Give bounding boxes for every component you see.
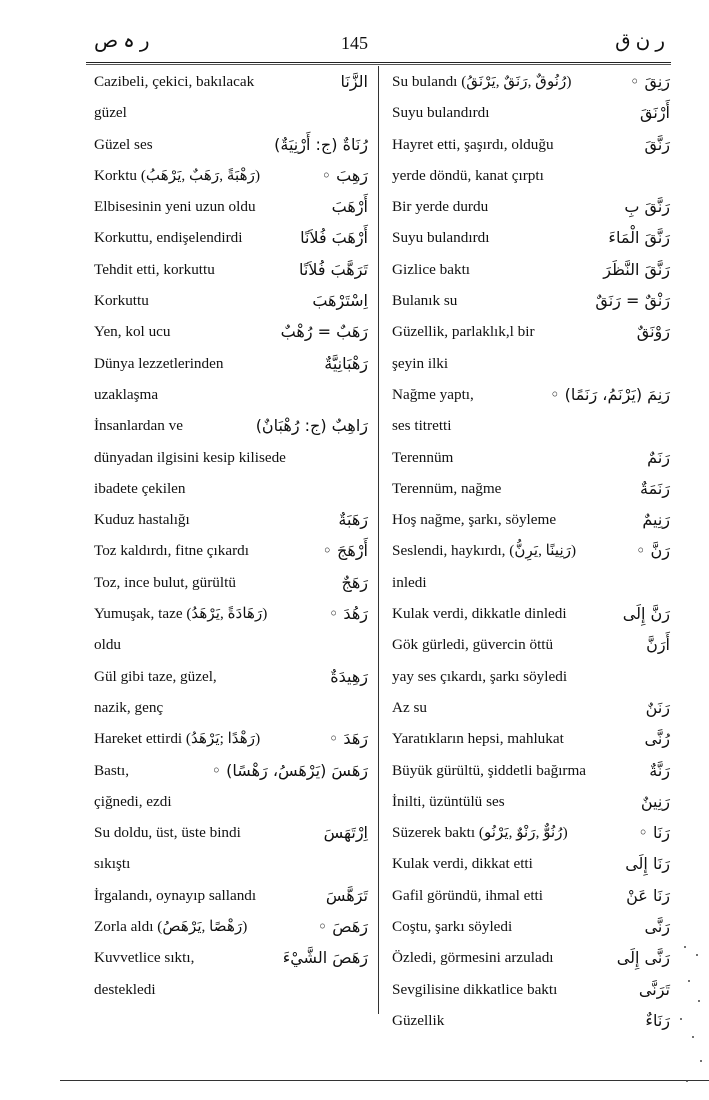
column-divider bbox=[378, 66, 379, 1014]
dictionary-line bbox=[392, 129, 670, 160]
turkish-definition: Yen, kol ucu bbox=[94, 323, 171, 341]
turkish-definition: Güzellik bbox=[392, 1011, 445, 1029]
dictionary-line bbox=[94, 504, 368, 535]
dictionary-line bbox=[94, 786, 368, 817]
arabic-headword: رَهَسَ (يَرْهَسُ، رَهْسًا) ◦ bbox=[211, 760, 368, 780]
page-number: 145 bbox=[341, 33, 368, 53]
turkish-definition: Kuduz hastalığı bbox=[94, 511, 190, 529]
dictionary-line bbox=[392, 786, 670, 817]
dictionary-line bbox=[392, 692, 670, 723]
arabic-headword: رُنَاةٌ (ج: أَرْنِيَةٌ) bbox=[274, 134, 368, 154]
arabic-headword: رَهَدَ ◦ bbox=[328, 729, 368, 749]
arabic-headword: رَنَّقَ bbox=[644, 134, 670, 154]
arabic-headword: تَرَهَّبَ فُلاَنًا bbox=[298, 259, 368, 279]
scan-dot bbox=[692, 1036, 694, 1038]
turkish-definition: Elbisesinin yeni uzun oldu bbox=[94, 198, 256, 216]
dictionary-line bbox=[94, 974, 368, 1005]
turkish-definition: Hayret etti, şaşırdı, olduğu bbox=[392, 135, 554, 153]
dictionary-line bbox=[94, 191, 368, 222]
turkish-definition: Tehdit etti, korkuttu bbox=[94, 260, 215, 278]
arabic-headword: أَرْنَقَ bbox=[640, 103, 670, 123]
dictionary-line bbox=[392, 535, 670, 566]
arabic-headword: اِسْتَرْهَبَ bbox=[312, 291, 368, 311]
dictionary-line bbox=[392, 598, 670, 629]
arabic-headword: رَنِيمٌ bbox=[642, 510, 670, 530]
scan-dot bbox=[680, 1018, 682, 1020]
turkish-definition: Su bulandı (رُنُوقٌ ,رَنَقٌ ,يَرْنَقُ) bbox=[392, 73, 572, 90]
dictionary-line bbox=[392, 661, 670, 692]
arabic-headword: رَنْقٌ = رَنَقٌ bbox=[595, 291, 670, 311]
turkish-definition: çiğnedi, ezdi bbox=[94, 792, 172, 810]
arabic-headword: رَنَّقَ الْمَاءَ bbox=[608, 228, 670, 248]
dictionary-line bbox=[94, 97, 368, 128]
dictionary-line bbox=[392, 911, 670, 942]
turkish-definition: Güzellik, parlaklık,l bir bbox=[392, 323, 535, 341]
dictionary-line bbox=[392, 191, 670, 222]
turkish-definition: Az su bbox=[392, 698, 428, 716]
arabic-headword: رَهَبٌ = رُهْبٌ bbox=[280, 322, 368, 342]
turkish-definition: sıkıştı bbox=[94, 855, 131, 873]
dictionary-line bbox=[94, 848, 368, 879]
arabic-headword: رَنَنٌ bbox=[645, 697, 670, 717]
turkish-definition: İrgalandı, oynayıp sallandı bbox=[94, 886, 257, 904]
turkish-definition: Terennüm, nağme bbox=[392, 479, 502, 497]
arabic-headword: أَرْهَبَ فُلاَنًا bbox=[300, 228, 368, 248]
arabic-headword: رَوْنَقٌ bbox=[636, 322, 670, 342]
turkish-definition: Gafil göründü, ihmal etti bbox=[392, 886, 543, 904]
arabic-headword: اِرْتَهَسَ bbox=[323, 823, 368, 843]
turkish-definition: Yaratıkların hepsi, mahlukat bbox=[392, 730, 564, 748]
turkish-definition: Süzerek baktı (رُنُوٌّ ,رَنْوٌ ,يَرْنُو) bbox=[392, 824, 568, 842]
arabic-headword: رَنَّقَ بِ bbox=[624, 197, 670, 217]
dictionary-line bbox=[392, 160, 670, 191]
dictionary-line bbox=[392, 222, 670, 253]
turkish-definition: Seslendi, haykırdı, (رَنِينًا ,يَرِنُّ) bbox=[392, 542, 577, 560]
dictionary-line bbox=[392, 285, 670, 316]
arabic-headword: رُنَّى bbox=[644, 729, 670, 749]
dictionary-line bbox=[392, 942, 670, 973]
turkish-definition: Yumuşak, taze (رَهَادَةً ,يَرْهَدُ) bbox=[94, 605, 268, 623]
dictionary-line bbox=[94, 66, 368, 97]
dictionary-line bbox=[392, 348, 670, 379]
arabic-headword: رَنِقَ ◦ bbox=[629, 72, 670, 91]
turkish-definition: Hoş nağme, şarkı, söyleme bbox=[392, 511, 557, 529]
turkish-definition: Sevgilisine dikkatlice baktı bbox=[392, 980, 558, 998]
dictionary-line bbox=[392, 379, 670, 410]
arabic-headword: رَنَّى bbox=[644, 917, 670, 937]
turkish-definition: Kulak verdi, dikkatle dinledi bbox=[392, 605, 567, 623]
dictionary-line bbox=[94, 410, 368, 441]
dictionary-line bbox=[94, 160, 368, 191]
dictionary-line bbox=[94, 254, 368, 285]
dictionary-line bbox=[94, 348, 368, 379]
turkish-definition: inledi bbox=[392, 573, 427, 591]
arabic-headword: رَنَمٌ bbox=[647, 447, 670, 467]
turkish-definition: Bir yerde durdu bbox=[392, 198, 489, 216]
arabic-headword: رَاهِبٌ (ج: رُهْبَانٌ) bbox=[255, 416, 368, 436]
dictionary-line bbox=[94, 379, 368, 410]
turkish-definition: Bastı, bbox=[94, 761, 130, 779]
dictionary-line bbox=[392, 723, 670, 754]
scan-dot bbox=[686, 1080, 688, 1082]
turkish-definition: güzel bbox=[94, 104, 127, 122]
dictionary-line bbox=[392, 974, 670, 1005]
dictionary-line bbox=[94, 817, 368, 848]
arabic-headword: رَنَا عَنْ bbox=[626, 885, 670, 905]
turkish-definition: Toz, ince bulut, gürültü bbox=[94, 573, 236, 591]
turkish-definition: Cazibeli, çekici, bakılacak bbox=[94, 73, 255, 90]
dictionary-line bbox=[392, 66, 670, 97]
scan-dot bbox=[696, 954, 698, 956]
dictionary-line bbox=[94, 473, 368, 504]
header-rule-secondary bbox=[86, 64, 671, 65]
turkish-definition: Korkuttu bbox=[94, 292, 149, 310]
dictionary-line bbox=[392, 755, 670, 786]
dictionary-line bbox=[94, 942, 368, 973]
header-rule bbox=[86, 62, 671, 63]
dictionary-line bbox=[94, 598, 368, 629]
turkish-definition: Suyu bulandırdı bbox=[392, 104, 490, 122]
dictionary-line bbox=[392, 410, 670, 441]
dictionary-line bbox=[94, 535, 368, 566]
arabic-headword: رَهَبَةٌ bbox=[338, 510, 368, 530]
turkish-definition: Gök gürledi, güvercin öttü bbox=[392, 636, 554, 654]
right-column bbox=[392, 66, 670, 1030]
turkish-definition: dünyadan ilgisini kesip kilisede bbox=[94, 448, 286, 466]
dictionary-line bbox=[392, 473, 670, 504]
dictionary-line bbox=[392, 97, 670, 128]
dictionary-line bbox=[392, 504, 670, 535]
arabic-headword: رَهَجٌ bbox=[341, 572, 368, 592]
turkish-definition: Özledi, görmesini arzuladı bbox=[392, 949, 554, 967]
dictionary-line bbox=[392, 442, 670, 473]
arabic-headword: رَنِينٌ bbox=[640, 791, 670, 811]
turkish-definition: yay ses çıkardı, şarkı söyledi bbox=[392, 667, 568, 685]
arabic-headword: أَرَنَّ bbox=[646, 635, 670, 655]
arabic-headword: رَهَصَ ◦ bbox=[317, 917, 368, 937]
arabic-headword: رَنَمَةٌ bbox=[639, 478, 670, 498]
turkish-definition: nazik, genç bbox=[94, 698, 164, 716]
scan-dot bbox=[700, 1060, 702, 1062]
arabic-headword: رَهُدَ ◦ bbox=[328, 604, 368, 624]
header-right-letters: ر ن ق bbox=[615, 30, 665, 52]
turkish-definition: ses titretti bbox=[392, 417, 452, 435]
turkish-definition: Bulanık su bbox=[392, 292, 458, 310]
turkish-definition: Gizlice baktı bbox=[392, 260, 471, 278]
arabic-headword: رَنِمَ (يَرْنَمُ، رَنَمًا) ◦ bbox=[550, 384, 670, 404]
dictionary-line bbox=[94, 222, 368, 253]
arabic-headword: رَهِيدَةٌ bbox=[330, 666, 368, 686]
scan-noise-dots bbox=[676, 940, 706, 1100]
dictionary-line bbox=[94, 442, 368, 473]
turkish-definition: şeyin ilki bbox=[392, 354, 449, 372]
scan-dot bbox=[698, 1000, 700, 1002]
turkish-definition: İnilti, üzüntülü ses bbox=[392, 792, 505, 810]
arabic-headword: رَنَا ◦ bbox=[638, 823, 670, 843]
turkish-definition: Kulak verdi, dikkat etti bbox=[392, 855, 533, 873]
arabic-headword: رَنَّ ◦ bbox=[636, 541, 670, 561]
turkish-definition: Suyu bulandırdı bbox=[392, 229, 490, 247]
turkish-definition: Terennüm bbox=[392, 448, 454, 466]
arabic-headword: تَرَهَّسَ bbox=[325, 885, 368, 905]
dictionary-line bbox=[392, 254, 670, 285]
arabic-headword: رَنَّى إِلَى bbox=[616, 948, 670, 968]
arabic-headword: أَرْهَبَ bbox=[331, 197, 368, 217]
arabic-headword: رَهِبَ ◦ bbox=[321, 165, 368, 185]
turkish-definition: Korktu (رَهْبَةً ,رَهَبٌ ,يَرْهَبُ) bbox=[94, 166, 260, 184]
dictionary-line bbox=[392, 316, 670, 347]
dictionary-line bbox=[94, 316, 368, 347]
turkish-definition: uzaklaşma bbox=[94, 385, 159, 403]
arabic-headword: رَنَّ إِلَى bbox=[622, 604, 670, 624]
dictionary-line bbox=[94, 567, 368, 598]
bottom-rule bbox=[60, 1080, 709, 1081]
arabic-headword: الزَّنَا bbox=[340, 72, 368, 91]
turkish-definition: Büyük gürültü, şiddetli bağırma bbox=[392, 761, 587, 779]
turkish-definition: Gül gibi taze, güzel, bbox=[94, 667, 217, 685]
dictionary-line bbox=[94, 692, 368, 723]
turkish-definition: ibadete çekilen bbox=[94, 479, 186, 497]
turkish-definition: Coştu, şarkı söyledi bbox=[392, 918, 513, 936]
dictionary-line bbox=[94, 661, 368, 692]
dictionary-line bbox=[392, 629, 670, 660]
arabic-headword: رَنَّةٌ bbox=[649, 760, 670, 780]
dictionary-line bbox=[94, 880, 368, 911]
dictionary-line bbox=[94, 629, 368, 660]
turkish-definition: Kuvvetlice sıktı, bbox=[94, 949, 195, 967]
dictionary-line bbox=[392, 880, 670, 911]
arabic-headword: رَهَصَ الشَّيْءَ bbox=[282, 948, 368, 968]
turkish-definition: İnsanlardan ve bbox=[94, 417, 183, 435]
turkish-definition: oldu bbox=[94, 636, 122, 654]
turkish-definition: Dünya lezzetlerinden bbox=[94, 354, 224, 372]
arabic-headword: رَنَا إِلَى bbox=[625, 854, 670, 874]
arabic-headword: تَرَنَّى bbox=[638, 979, 670, 999]
arabic-headword: أَرْهَجَ ◦ bbox=[322, 541, 368, 561]
turkish-definition: Hareket ettirdi (رَهْدًا ;يَرْهَدُ) bbox=[94, 730, 261, 748]
arabic-headword: رَنَّقَ النَّظَرَ bbox=[603, 259, 670, 279]
scan-dot bbox=[684, 946, 686, 948]
turkish-definition: yerde döndü, kanat çırptı bbox=[392, 166, 544, 184]
dictionary-line bbox=[392, 848, 670, 879]
arabic-headword: رَهْبَانِيَّةٌ bbox=[324, 353, 368, 373]
left-column bbox=[94, 66, 368, 1014]
dictionary-line bbox=[94, 285, 368, 316]
turkish-definition: Korkuttu, endişelendirdi bbox=[94, 229, 243, 247]
dictionary-line bbox=[94, 129, 368, 160]
turkish-definition: destekledi bbox=[94, 980, 156, 998]
scan-dot bbox=[688, 980, 690, 982]
header-left-letters: ر ہ ص bbox=[94, 30, 150, 52]
turkish-definition: Zorla aldı (رَهْصًا ,يَرْهَصُ) bbox=[94, 918, 248, 936]
dictionary-line bbox=[392, 567, 670, 598]
dictionary-line bbox=[94, 723, 368, 754]
turkish-definition: Su doldu, üst, üste bindi bbox=[94, 824, 241, 842]
turkish-definition: Toz kaldırdı, fitne çıkardı bbox=[94, 542, 249, 560]
turkish-definition: Nağme yaptı, bbox=[392, 385, 474, 403]
dictionary-line bbox=[392, 1005, 670, 1036]
dictionary-line bbox=[94, 911, 368, 942]
turkish-definition: Güzel ses bbox=[94, 135, 153, 153]
arabic-headword: رَنَاءٌ bbox=[645, 1010, 670, 1030]
dictionary-line bbox=[392, 817, 670, 848]
dictionary-line bbox=[94, 755, 368, 786]
